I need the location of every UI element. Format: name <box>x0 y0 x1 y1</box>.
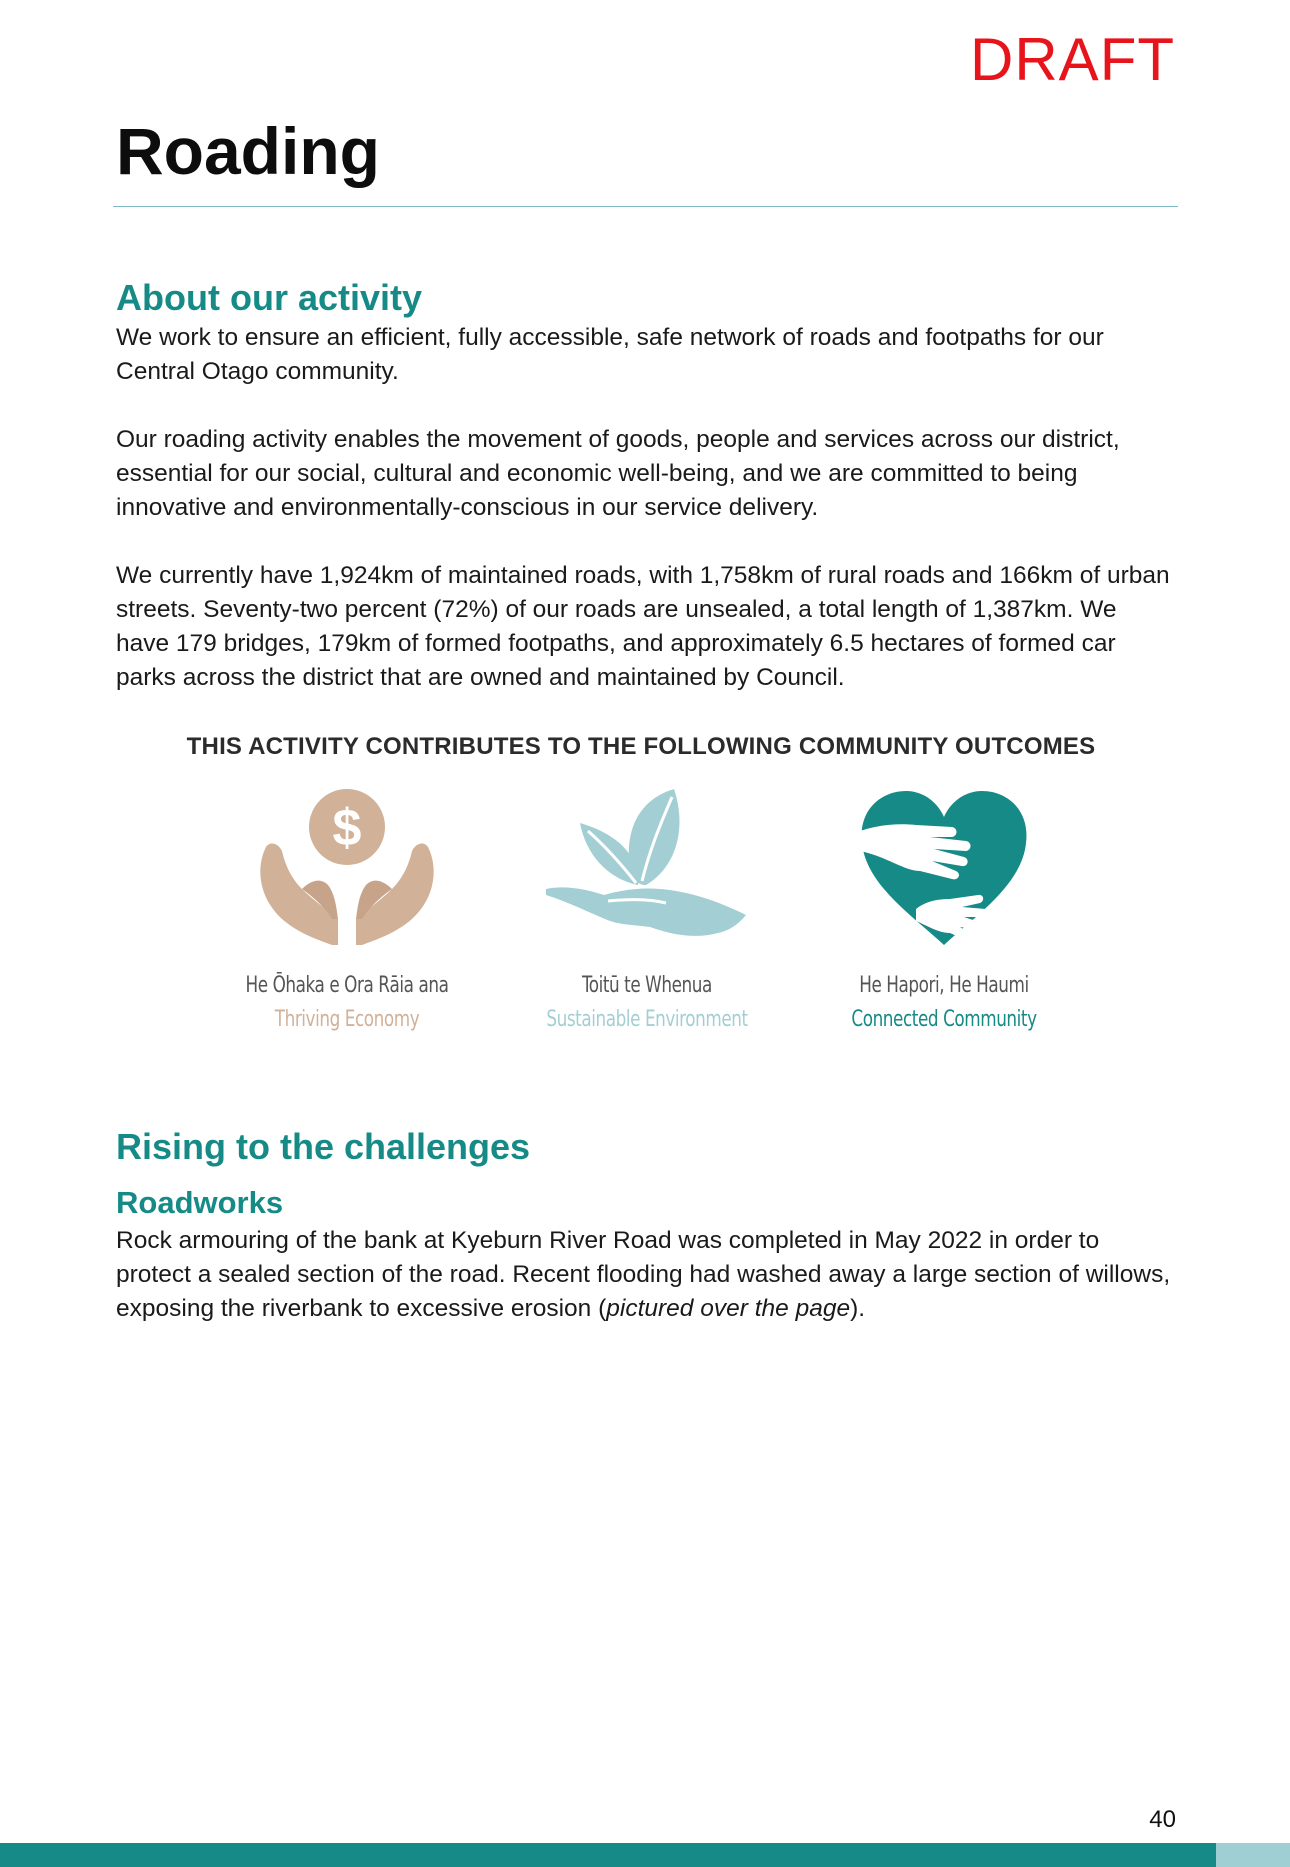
title-divider <box>113 206 1178 207</box>
roadworks-italic-note: pictured over the page <box>606 1294 851 1322</box>
draft-watermark: DRAFT <box>970 26 1175 93</box>
about-paragraph-2: Our roading activity enables the movement of goods, people and services across our district, essential for our social, cultural and economic well-being, and we are committed to being innovative and environmentally-conscious in our service delivery. <box>116 426 1120 522</box>
community-outcomes <box>116 785 1176 1085</box>
roadworks-text: Rock armouring of the bank at Kyeburn River Road was completed in May 2022 in order to protect a sealed section of the road. Recent flooding had washed away a large section of willows, exposing the riverbank to excessive erosion ( <box>116 1226 1171 1322</box>
page-number: 40 <box>1149 1806 1176 1833</box>
heart-hands-icon <box>854 785 1034 955</box>
page-content <box>116 276 1176 1326</box>
outcome-thriving-economy <box>217 785 477 1037</box>
footer-bar <box>0 1843 1216 1867</box>
roadworks-text-end: ). <box>850 1294 866 1322</box>
footer-accent <box>1216 1843 1290 1867</box>
outcome-sustainable-environment <box>517 785 777 1037</box>
roadworks-heading: Roadworks <box>116 1185 284 1221</box>
outcome-connected-community <box>814 785 1074 1037</box>
outcome-maori-label: He Ōhaka e Ora Rāia ana <box>245 973 449 999</box>
page-title: Roading <box>116 114 380 188</box>
about-heading: About our activity <box>116 277 423 318</box>
outcome-english-label: Thriving Economy <box>274 1007 420 1033</box>
roadworks-paragraph <box>116 1224 1176 1326</box>
outcomes-heading: THIS ACTIVITY CONTRIBUTES TO THE FOLLOWING COMMUNITY OUTCOMES <box>186 733 1096 761</box>
about-paragraph-3: We currently have 1,924km of maintained roads, with 1,758km of rural roads and 166km of urban streets. Seventy-two percent (72%) of our roads are unsealed, a total length of 1,387km. We have 179 bridges, 179km of formed footpaths, and approximately 6.5 hectares of formed car parks across the district that are owned and maintained by Council. <box>116 562 1170 692</box>
outcome-maori-label: Toitū te Whenua <box>582 973 712 999</box>
outcome-english-label: Connected Community <box>851 1007 1037 1033</box>
outcome-english-label: Sustainable Environment <box>546 1007 748 1033</box>
outcome-maori-label: He Hapori, He Haumi <box>859 973 1029 999</box>
challenges-heading: Rising to the challenges <box>116 1126 531 1168</box>
hand-leaves-icon <box>542 785 752 955</box>
about-paragraph-1: We work to ensure an efficient, fully accessible, safe network of roads and footpaths for our Central Otago community. <box>116 324 1104 386</box>
dollar-symbol: $ <box>332 799 362 858</box>
hands-dollar-icon <box>252 785 442 955</box>
